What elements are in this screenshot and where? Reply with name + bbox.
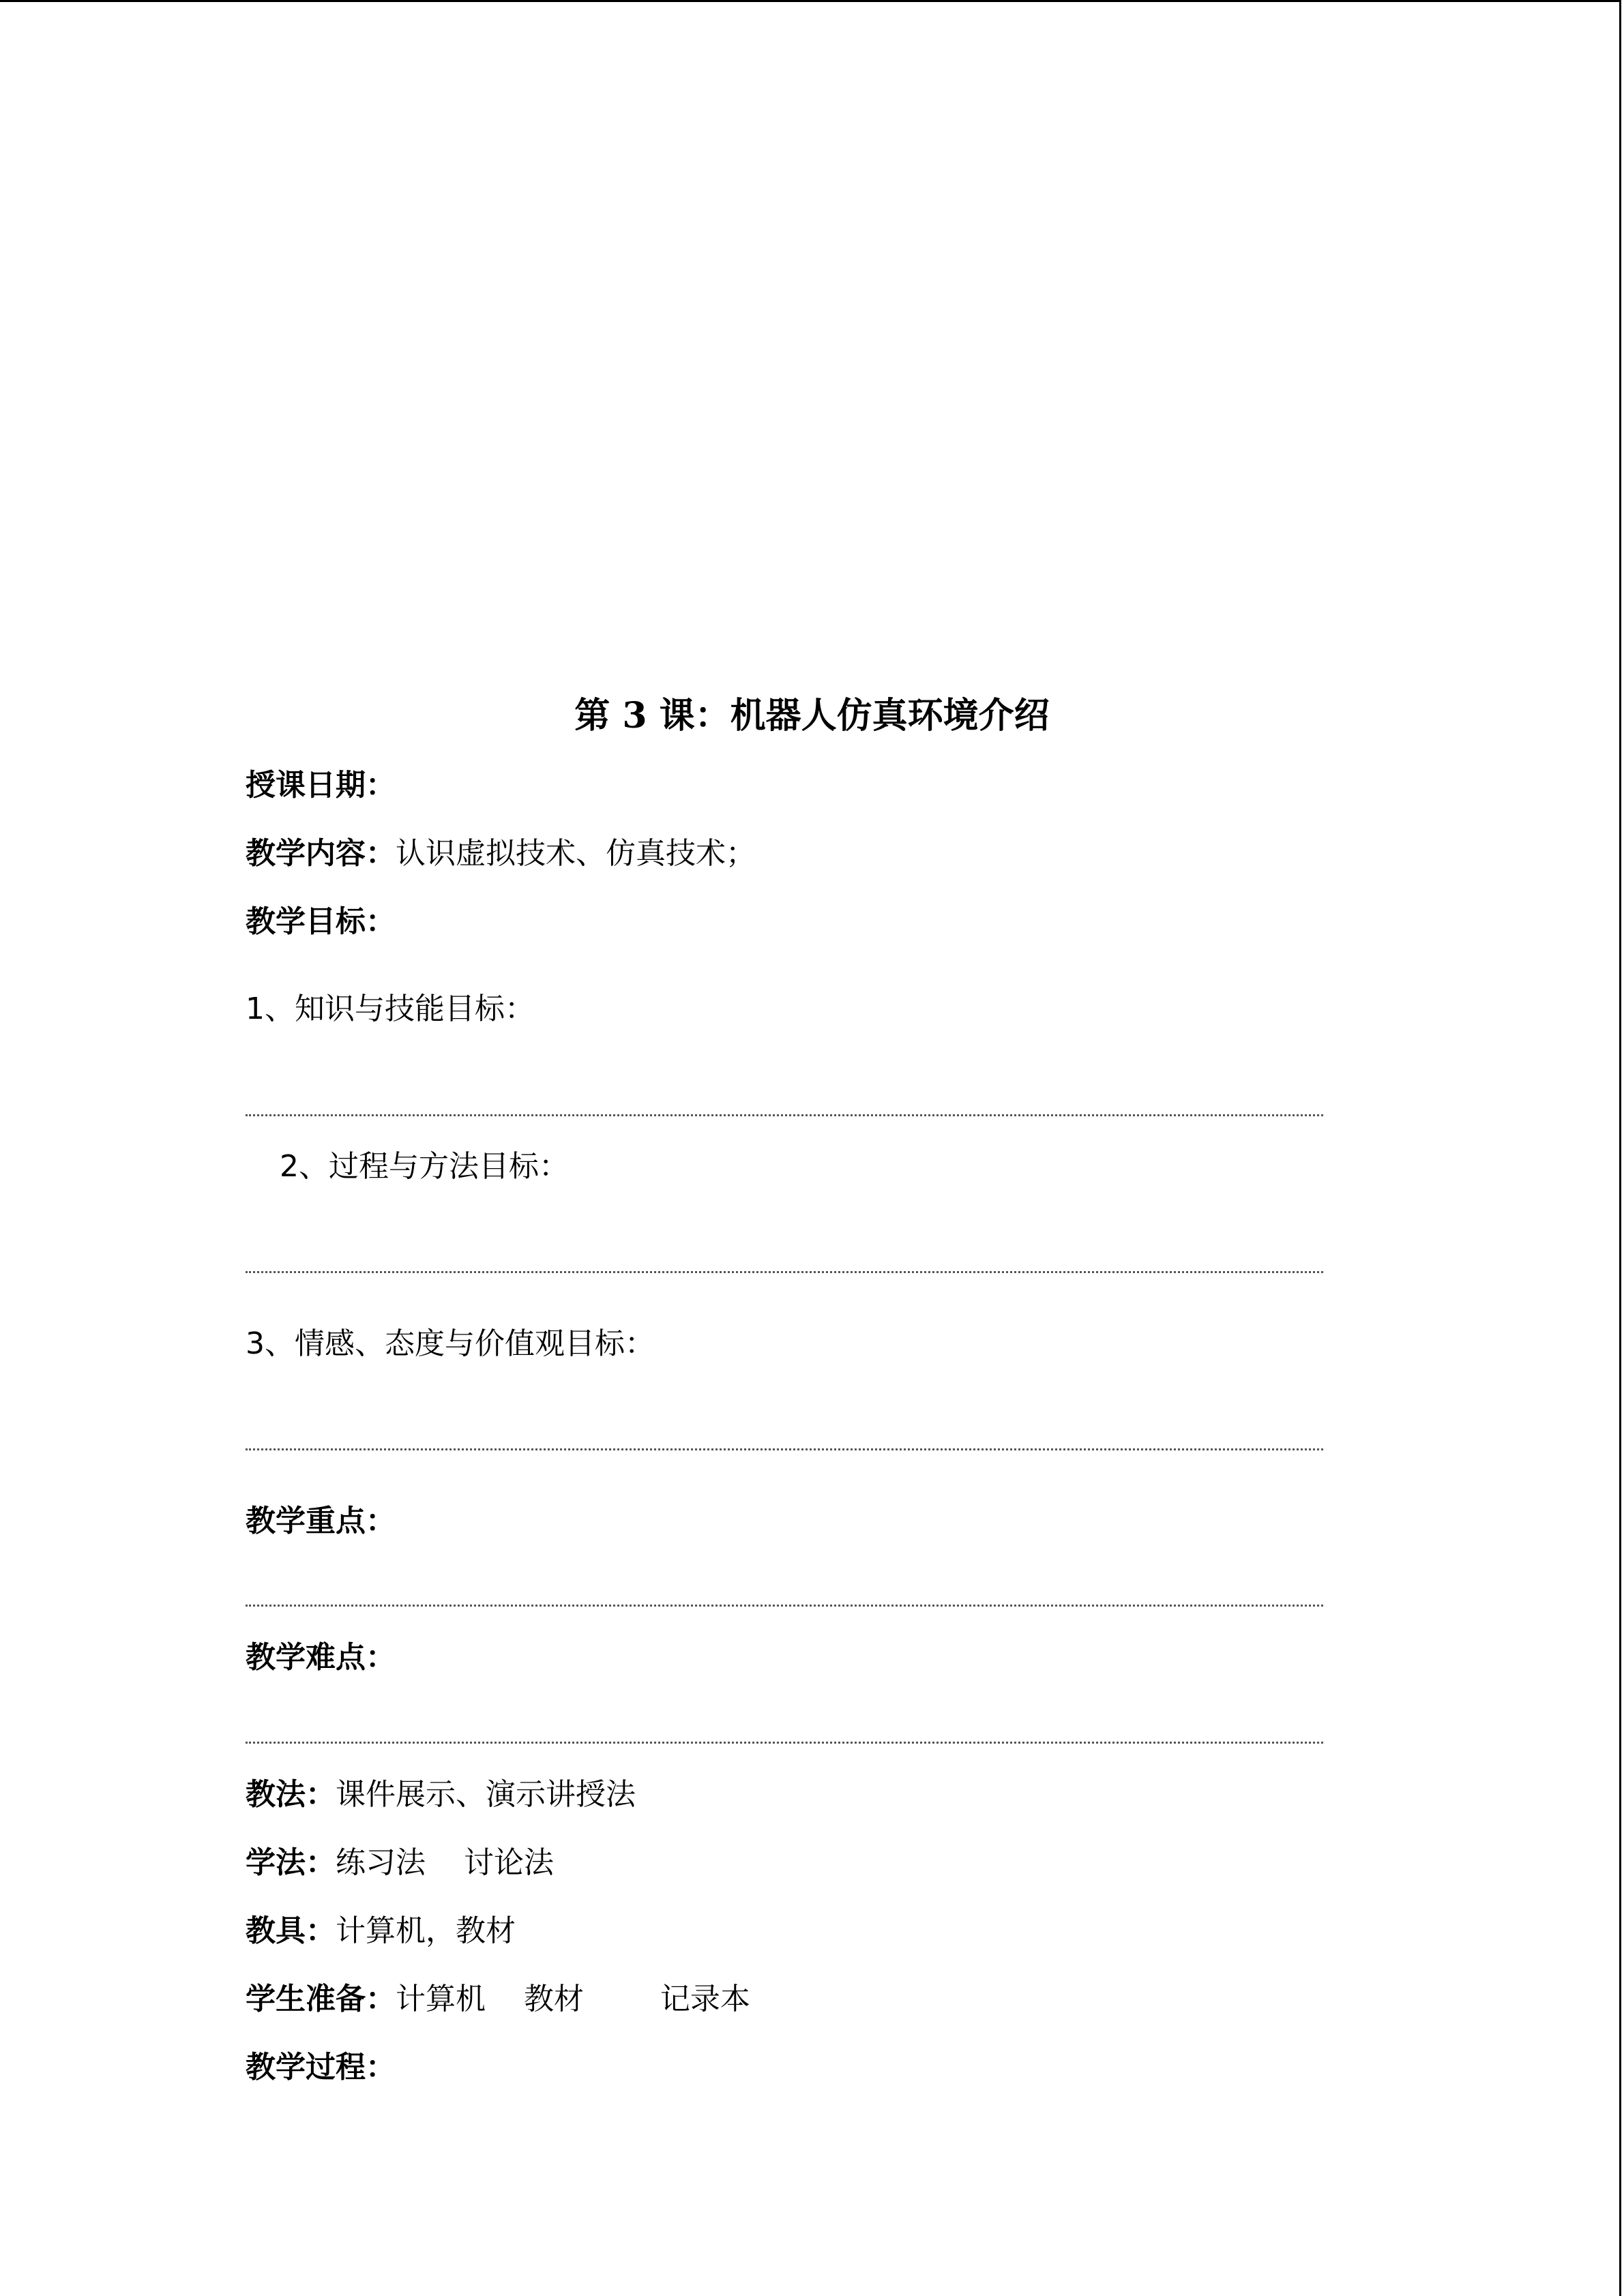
prep-row bbox=[246, 1976, 750, 2023]
goals-row bbox=[246, 898, 396, 946]
date-row bbox=[246, 762, 396, 809]
keypoint-row bbox=[246, 1497, 396, 1545]
date-label: 授课日期： bbox=[246, 768, 396, 803]
difficulty-label: 教学难点： bbox=[246, 1640, 396, 1675]
prep-label: 学生准备： bbox=[246, 1982, 396, 2016]
tools-value: 计算机，教材 bbox=[336, 1913, 516, 1948]
goals-label: 教学目标： bbox=[246, 904, 396, 939]
method-value: 课件展示、演示讲授法 bbox=[336, 1777, 636, 1812]
learn-row bbox=[246, 1839, 554, 1887]
tools-label: 教具： bbox=[246, 1913, 336, 1948]
content-row bbox=[246, 830, 756, 878]
goal2-row bbox=[280, 1143, 569, 1191]
goal2-text: 2、过程与方法目标： bbox=[280, 1149, 569, 1184]
difficulty-dotted-line bbox=[246, 1742, 1323, 1744]
method-row bbox=[246, 1771, 636, 1819]
process-row bbox=[246, 2044, 396, 2091]
goal3-row bbox=[246, 1320, 655, 1368]
keypoint-dotted-line bbox=[246, 1605, 1323, 1607]
goal1-text: 1、知识与技能目标： bbox=[246, 992, 535, 1026]
prep-value: 计算机 教材 记录本 bbox=[396, 1982, 750, 2016]
goal1-row bbox=[246, 985, 535, 1033]
tools-row bbox=[246, 1907, 516, 1955]
difficulty-row bbox=[246, 1634, 396, 1682]
learn-value: 练习法 讨论法 bbox=[336, 1845, 554, 1880]
learn-label: 学法： bbox=[246, 1845, 336, 1880]
method-label: 教法： bbox=[246, 1777, 336, 1812]
process-label: 教学过程： bbox=[246, 2050, 396, 2085]
goal2-dotted-line bbox=[246, 1271, 1323, 1273]
goal1-dotted-line bbox=[246, 1114, 1323, 1116]
keypoint-label: 教学重点： bbox=[246, 1504, 396, 1538]
page-title: 第 3 课：机器人仿真环境介绍 bbox=[574, 695, 1050, 736]
goal3-dotted-line bbox=[246, 1448, 1323, 1450]
content-value: 认识虚拟技术、仿真技术； bbox=[396, 836, 756, 871]
content-label: 教学内容： bbox=[246, 836, 396, 871]
goal3-text: 3、情感、态度与价值观目标： bbox=[246, 1326, 655, 1361]
